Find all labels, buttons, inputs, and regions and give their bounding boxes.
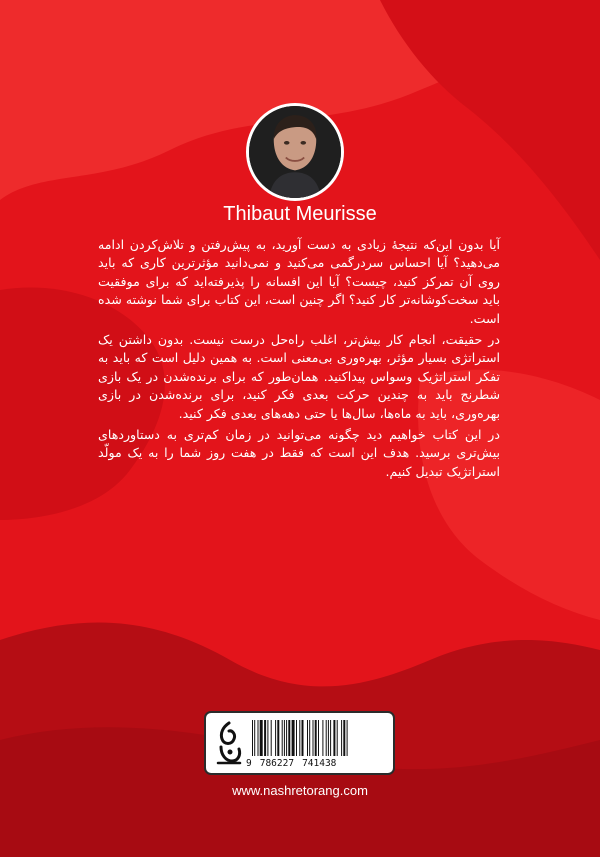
isbn-digit-group: 741438 bbox=[302, 757, 337, 769]
blurb-paragraph: در حقیقت، انجام کار بیش‌تر، اغلب راه‌حل درست نیست. بدون داشتن یک استراتژی بسیار مؤثر، بهره‌وری بی‌معنی است. به همین دلیل است که باید به تفکر استراتژیک وسواس پیداکنید. همان‌طور که برای برنده‌شدن در یک بازی شطرنج باید به چندین حرکت بعدی فکر کنید، برای برنده‌شدن در بازی بهره‌وری، باید به ماه‌ها، سال‌ها یا حتی دهه‌های بعدی فکر کنید. bbox=[98, 332, 500, 421]
blurb-text bbox=[98, 236, 500, 484]
publisher-website: www.nashretorang.com bbox=[232, 783, 368, 798]
isbn-digit-group: 786227 bbox=[259, 757, 295, 769]
author-photo bbox=[246, 103, 344, 201]
barcode-panel bbox=[204, 711, 395, 775]
isbn-digit-group: 9 bbox=[246, 757, 252, 769]
barcode bbox=[252, 720, 386, 756]
publisher-logo-icon bbox=[214, 721, 244, 765]
author-name: Thibaut Meurisse bbox=[223, 203, 377, 225]
blurb-paragraph: در این کتاب خواهیم دید چگونه می‌توانید در زمان کم‌تری به دستاوردهای بیش‌تری برسید. هدف این است که فقط در هفت روز شما را به یک مولّد استراتژیک تبدیل کنیم. bbox=[98, 427, 500, 479]
blurb-paragraph: آیا بدون این‌که نتیجهٔ زیادی به دست آورید، به پیش‌رفتن و تلاش‌کردن ادامه می‌دهید؟ آیا احساس سردرگمی می‌کنید و نمی‌دانید مؤثرترین کاری که باید روی آن تمرکز کنید، چیست؟ آیا این افسانه را پذیرفته‌اید که برای موفقیت باید سخت‌کوشانه‌تر کار کنید؟ اگر چنین است، این کتاب برای شما نوشته شده است. bbox=[98, 237, 500, 326]
isbn-number bbox=[246, 756, 392, 770]
author-portrait bbox=[249, 106, 341, 198]
